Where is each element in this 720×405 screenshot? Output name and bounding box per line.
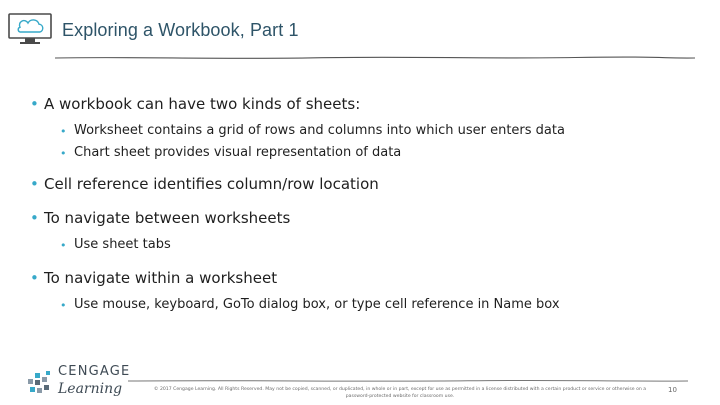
bullet-text: Cell reference identifies column/row location xyxy=(44,175,379,193)
footer-divider xyxy=(128,379,688,383)
bullet-dot: • xyxy=(30,95,39,113)
bullet-dot: • xyxy=(30,269,39,287)
bullet-list xyxy=(30,94,700,314)
bullet-item xyxy=(30,94,700,114)
sub-bullet-item xyxy=(60,236,700,254)
cengage-logo-mark-icon xyxy=(26,369,54,397)
sub-bullet-text: Worksheet contains a grid of rows and columns into which user enters data xyxy=(74,123,565,138)
bullet-text: A workbook can have two kinds of sheets: xyxy=(44,95,361,113)
sub-bullet-dot: • xyxy=(60,239,67,252)
bullet-dot: • xyxy=(30,175,39,193)
copyright-notice xyxy=(140,386,660,400)
sub-bullet-dot: • xyxy=(60,125,67,138)
bullet-item xyxy=(30,174,700,194)
logo-wordmark-line2: Learning xyxy=(58,381,123,397)
sub-bullet-item xyxy=(60,144,700,162)
bullet-text: To navigate within a worksheet xyxy=(44,269,278,287)
copyright-line: password-protected website for classroom use. xyxy=(345,394,455,399)
sub-bullet-item xyxy=(60,296,700,314)
slide-title: Exploring a Workbook, Part 1 xyxy=(62,20,299,40)
sub-bullet-text: Use sheet tabs xyxy=(74,237,171,252)
cengage-logo xyxy=(26,363,136,401)
sub-bullet-text: Chart sheet provides visual representation of data xyxy=(74,145,402,160)
sub-bullet-dot: • xyxy=(60,147,67,160)
sub-bullet-text: Use mouse, keyboard, GoTo dialog box, or type cell reference in Name box xyxy=(74,297,560,312)
copyright-line: © 2017 Cengage Learning. All Rights Reserved. May not be copied, scanned, or duplicated, in whole or in part, except for use as permitted in a license distributed with a certain product or service or otherwise on a xyxy=(153,387,647,392)
sub-bullet-dot: • xyxy=(60,299,67,312)
sub-bullet-item xyxy=(60,122,700,140)
bullet-dot: • xyxy=(30,209,39,227)
cloud-monitor-icon xyxy=(8,13,52,45)
page-number: 10 xyxy=(668,386,677,394)
bullet-text: To navigate between worksheets xyxy=(44,209,291,227)
logo-wordmark-line1: CENGAGE xyxy=(58,364,131,379)
bullet-item xyxy=(30,208,700,228)
bullet-item xyxy=(30,268,700,288)
title-divider xyxy=(55,55,695,61)
